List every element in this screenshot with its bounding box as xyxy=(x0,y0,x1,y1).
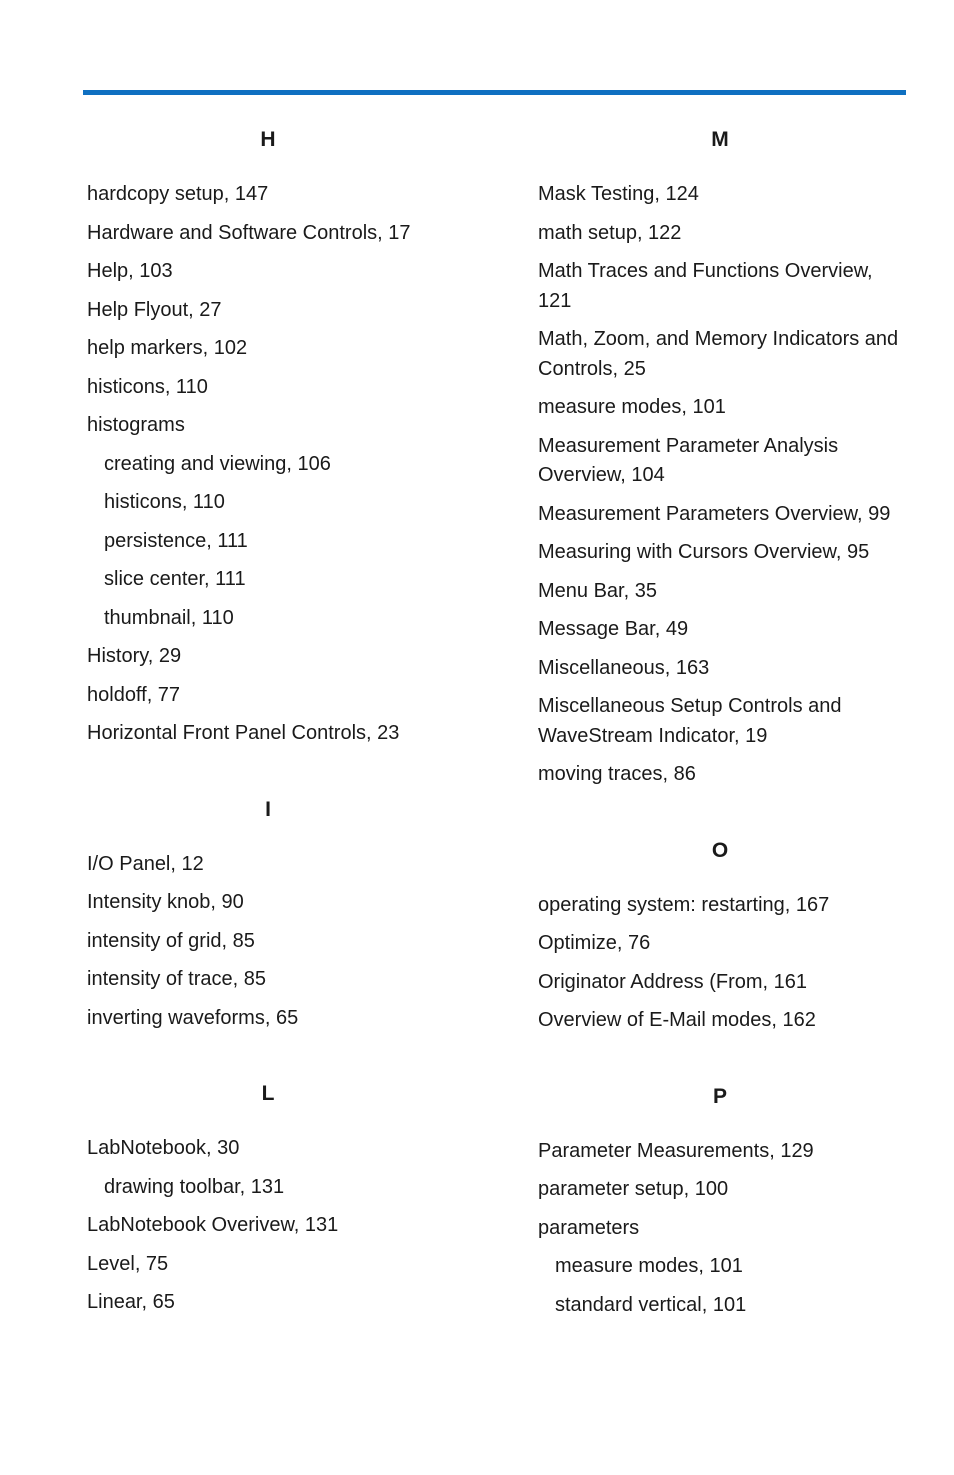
section-spacer xyxy=(538,799,910,837)
index-entry[interactable]: Mask Testing, 124 xyxy=(538,183,699,205)
index-entry[interactable]: Level, 75 xyxy=(87,1252,169,1275)
index-entry[interactable]: LabNotebook Overivew, 131 xyxy=(87,1214,339,1236)
index-entry[interactable]: Horizontal Front Panel Controls, 23 xyxy=(87,722,400,744)
index-subentry[interactable]: slice center, 111 xyxy=(104,568,246,590)
index-entry[interactable]: inverting waveforms, 65 xyxy=(87,1006,299,1029)
index-entry[interactable]: History, 29 xyxy=(87,645,182,667)
index-entry[interactable]: intensity of grid, 85 xyxy=(87,929,255,952)
index-entry[interactable]: Overview of E-Mail modes, 162 xyxy=(538,1009,816,1031)
index-entry[interactable]: Measuring with Cursors Overview, 95 xyxy=(538,541,870,563)
index-entry[interactable]: Miscellaneous, 163 xyxy=(538,656,710,679)
index-entry[interactable]: Originator Address (From, 161 xyxy=(538,970,807,993)
index-entry[interactable]: Optimize, 76 xyxy=(538,932,651,954)
index-subentry[interactable]: drawing toolbar, 131 xyxy=(104,1175,285,1198)
section-spacer xyxy=(87,758,467,796)
index-subentry[interactable]: measure modes, 101 xyxy=(555,1255,743,1277)
index-entry[interactable]: histicons, 110 xyxy=(87,375,208,398)
index-entry[interactable]: operating system: restarting, 167 xyxy=(538,893,830,916)
index-entry[interactable]: parameter setup, 100 xyxy=(538,1178,729,1200)
index-section-i xyxy=(87,796,467,1034)
index-subentry[interactable]: creating and viewing, 106 xyxy=(104,452,331,475)
index-entry[interactable]: Intensity knob, 90 xyxy=(87,891,244,913)
index-entry-list xyxy=(538,180,910,790)
section-letter: L xyxy=(261,1082,275,1105)
index-entry[interactable]: Linear, 65 xyxy=(87,1291,175,1313)
index-entry[interactable]: Hardware and Software Controls, 17 xyxy=(87,221,411,244)
index-subentry[interactable]: thumbnail, 110 xyxy=(104,606,234,629)
index-entry[interactable]: Help Flyout, 27 xyxy=(87,298,222,321)
index-section-p xyxy=(538,1083,910,1321)
index-section-m xyxy=(538,126,910,790)
index-entry[interactable]: moving traces, 86 xyxy=(538,763,696,785)
index-subentry[interactable]: persistence, 111 xyxy=(104,529,248,552)
section-spacer xyxy=(538,1045,910,1083)
index-entry[interactable]: Math, Zoom, and Memory Indicators and Controls, 25 xyxy=(538,328,899,380)
section-letter: H xyxy=(260,128,276,151)
index-column-right xyxy=(538,126,910,1329)
section-letter: P xyxy=(712,1084,727,1108)
index-section-o xyxy=(538,837,910,1036)
index-entry[interactable]: hardcopy setup, 147 xyxy=(87,183,269,205)
index-entry-list xyxy=(87,180,467,749)
index-section-l xyxy=(87,1080,467,1318)
index-entry[interactable]: Help, 103 xyxy=(87,260,173,282)
index-entry[interactable]: help markers, 102 xyxy=(87,337,248,359)
index-section-h xyxy=(87,126,467,749)
index-entry-list xyxy=(538,1137,910,1321)
index-entry-list xyxy=(87,1134,467,1318)
index-subentry[interactable]: histicons, 110 xyxy=(104,491,225,513)
index-entry-list xyxy=(87,850,467,1034)
header-rule xyxy=(83,90,906,95)
index-subentry[interactable]: standard vertical, 101 xyxy=(555,1293,747,1316)
index-column-left xyxy=(87,126,467,1327)
section-letter: M xyxy=(711,128,729,151)
index-entry[interactable]: I/O Panel, 12 xyxy=(87,852,204,875)
index-entry[interactable]: intensity of trace, 85 xyxy=(87,968,266,990)
index-entry[interactable]: Measurement Parameter Analysis Overview, 104 xyxy=(538,434,839,486)
index-entry[interactable]: Miscellaneous Setup Controls and WaveStream Indicator, 19 xyxy=(538,695,842,747)
index-entry-list xyxy=(538,891,910,1036)
index-entry[interactable]: holdoff, 77 xyxy=(87,683,181,706)
index-entry[interactable]: histograms xyxy=(87,414,185,436)
index-entry[interactable]: Message Bar, 49 xyxy=(538,618,689,640)
index-entry[interactable]: measure modes, 101 xyxy=(538,396,726,418)
index-entry[interactable]: LabNotebook, 30 xyxy=(87,1137,240,1159)
index-entry[interactable]: parameters xyxy=(538,1216,640,1239)
index-entry[interactable]: Math Traces and Functions Overview, 121 xyxy=(538,260,873,312)
index-entry[interactable]: Menu Bar, 35 xyxy=(538,579,657,602)
index-entry[interactable]: Measurement Parameters Overview, 99 xyxy=(538,502,891,525)
section-spacer xyxy=(87,1042,467,1080)
section-letter: I xyxy=(265,797,271,821)
section-letter: O xyxy=(711,838,729,862)
index-entry[interactable]: Parameter Measurements, 129 xyxy=(538,1139,814,1162)
index-entry[interactable]: math setup, 122 xyxy=(538,221,682,244)
